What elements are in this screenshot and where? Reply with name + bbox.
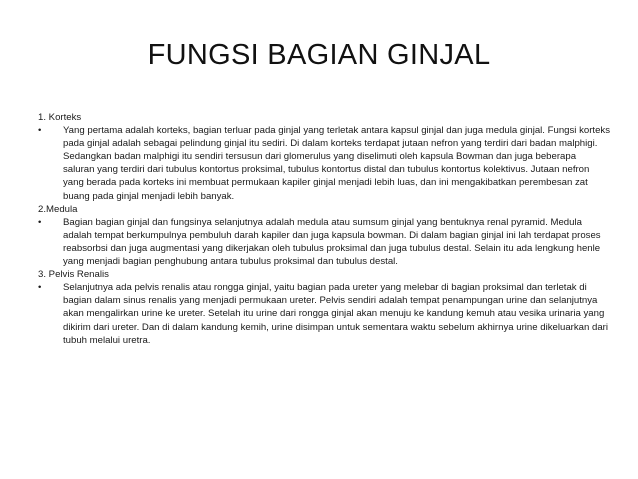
bullet-item-medula [38,216,610,268]
bullet-text-pelvis-renalis: Selanjutnya ada pelvis renalis atau rongga ginjal, yaitu bagian pada ureter yang melebar di bagian proksimal dan terletak di bagian dalam sinus renalis yang menjadi permukaan ureter. Pelvis sendiri adalah tempat penampungan urine dan selanjutnya akan mengalirkan urine ke ureter. Setelah itu urine dari rongga ginjal akan menuju ke kandung kemuh atau vesika urinaria yang dikirim dari ureter. Dan di dalam kandung kemih, urine disimpan untuk sementara waktu sebelum akhirnya urine dikeluarkan dari tubuh melalui uretra. [63,282,608,346]
bullet-text-medula: Bagian bagian ginjal dan fungsinya selanjutnya adalah medula atau sumsum ginjal yang bentuknya renal pyramid. Medula adalah tempat berkumpulnya pembuluh darah kapiler dan juga kapsula bowman. Di dalam bagian ginjal ini lah terdapat proses reabsorbsi dan juga augmentasi yang dikerjakan oleh tubulus proksimal dan juga tubulus destal. Selain itu ada lengkung henle yang menjadi bagian penghubung antara tubulus proksimal dan tubulus destal. [63,216,601,268]
bullet-marker: • [38,216,42,228]
bullet-item-korteks [38,124,610,203]
section-heading-pelvis-renalis: 3. Pelvis Renalis [38,269,109,281]
bullet-text-korteks: Yang pertama adalah korteks, bagian terluar pada ginjal yang terletak antara kapsul ginjal dan juga medula ginjal. Fungsi korteks pada ginjal adalah sebagai pelindung ginjal itu sediri. Di dalam korteks terdapat jutaan nefron yang terdiri dari badan malphigi. Sedangkan badan malphigi itu sendiri tersusun dari glomerulus yang diselimuti oleh kapsula Bowman dan juga beberapa saluran yang terdiri dari tubulus kontortus proksimal, tubulus kontortus distal dan tubulus kontortus kolektivus. Jutaan nefron yang berada pada korteks ini membuat permukaan kapiler ginjal menjadi lebih luas, dan ini mengakibatkan perembesan zat buang pada ginjal menjadi lebih banyak. [63,125,611,202]
slide-body [38,111,610,347]
bullet-item-pelvis-renalis [38,281,610,346]
bullet-marker: • [38,125,42,137]
slide-title: FUNGSI BAGIAN GINJAL [147,39,491,71]
section-heading-korteks: 1. Korteks [38,112,82,123]
section-heading-medula: 2.Medula [38,203,78,215]
bullet-marker: • [38,282,42,294]
